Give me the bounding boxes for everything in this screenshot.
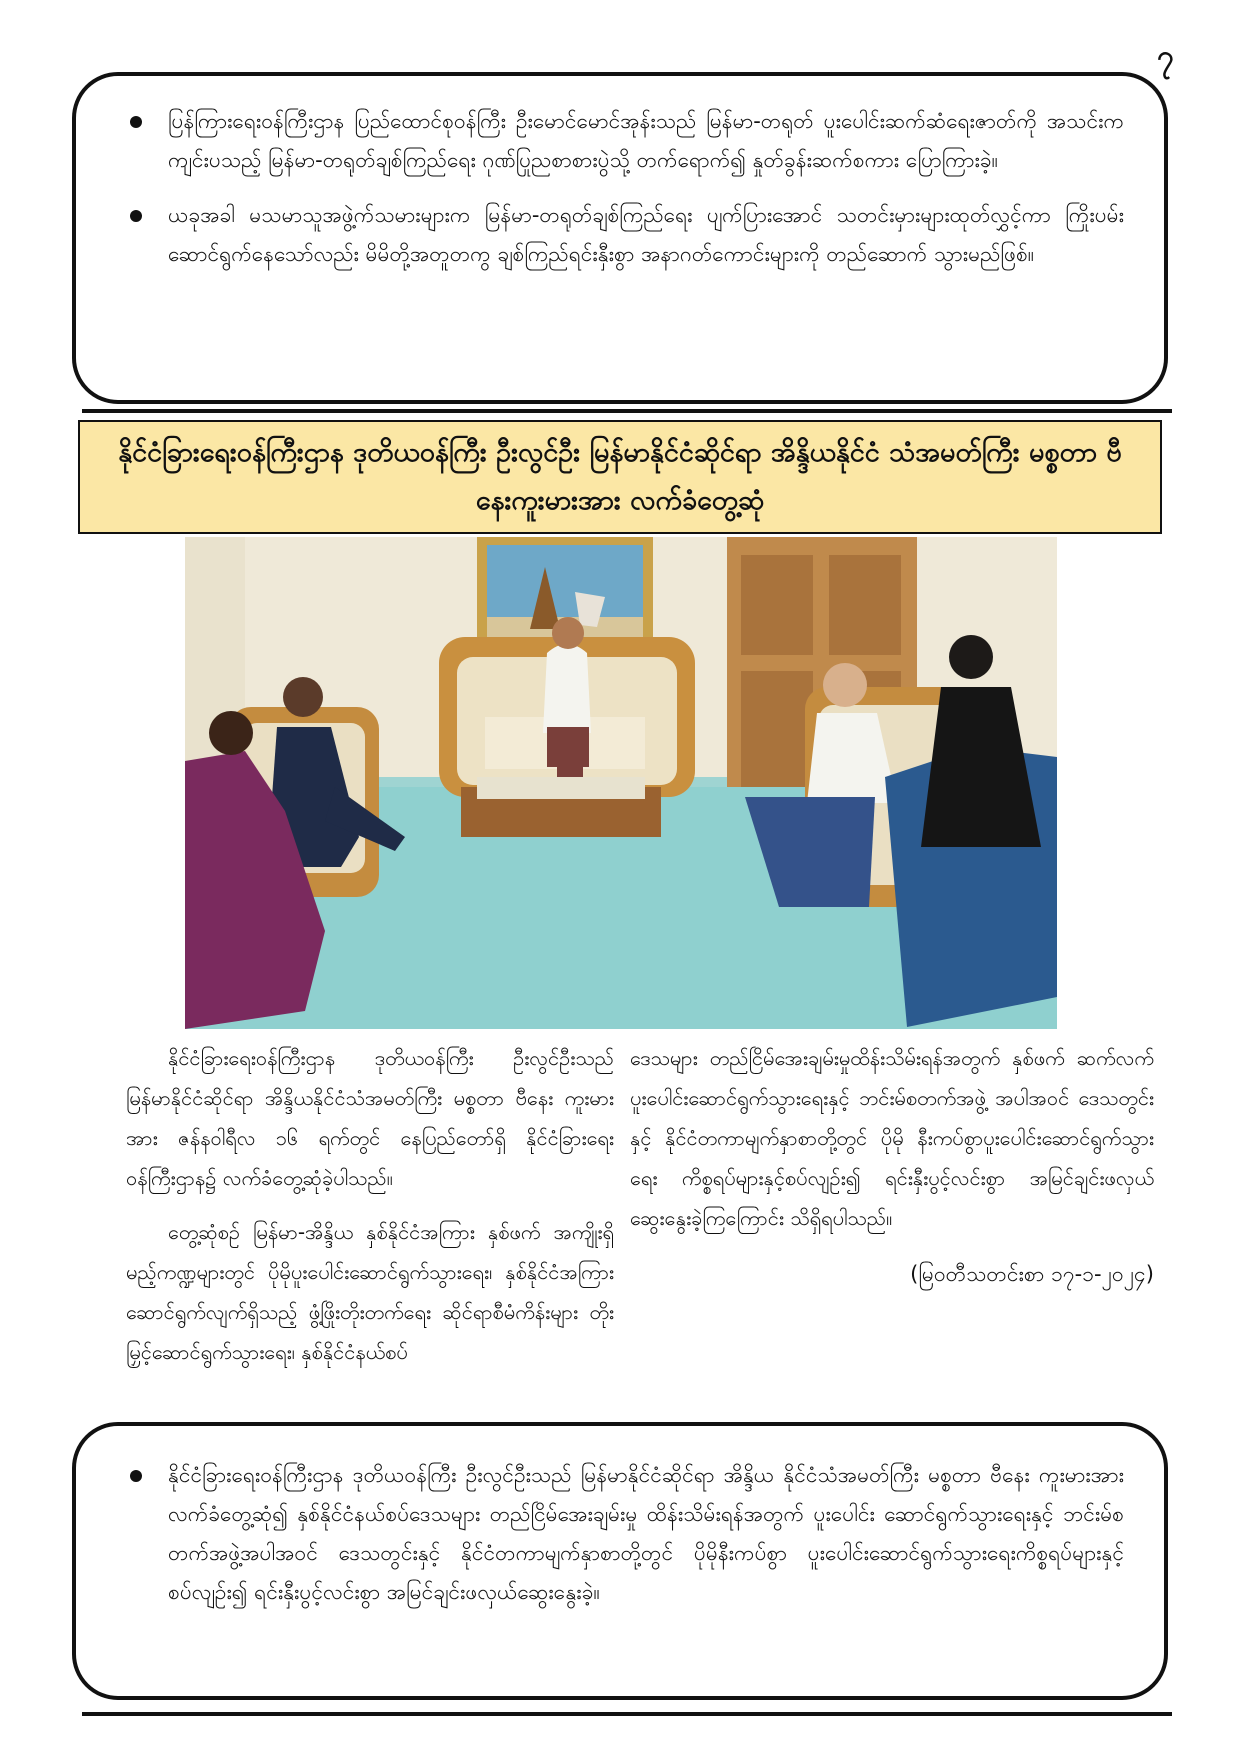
summary-box-bottom [72,1422,1168,1700]
summary-box-top [72,72,1168,404]
article-column-left [126,1038,614,1386]
bullet-item: ယခုအခါ မသမာသူအဖွဲ့က်သမားများက မြန်မာ-တရုတ်ချစ်ကြည်ရေး ပျက်ပြားအောင် သတင်းမှားများထုတ်လွှင့်ကာ ကြိုးပမ်းဆောင်ရွက်နေသော်လည်း မိမိတို့အတူတကွ ချစ်ကြည်ရင်းနှီးစွာ အနာဂတ်ကောင်းများကို တည်ဆောက် သွားမည်ဖြစ်။ [128,196,1124,274]
bullet-item: နိုင်ငံခြားရေးဝန်ကြီးဌာန ဒုတိယဝန်ကြီး ဦးလွင်ဦးသည် မြန်မာနိုင်ငံဆိုင်ရာ အိန္ဒိယ နိုင်ငံသံအမတ်ကြီး မစ္စတာ ဗီနေး ကူးမားအား လက်ခံတွေ့ဆုံ၍ နှစ်နိုင်ငံနယ်စပ်ဒေသများ တည်ငြိမ်အေးချမ်းမှု ထိန်းသိမ်းရန်အတွက် ပူးပေါင်း ဆောင်ရွက်သွားရေးနှင့် ဘင်းမ်စတက်အဖွဲ့အပါအဝင် ဒေသတွင်းနှင့် နိုင်ငံတကာမျက်နှာစာတို့တွင် ပိုမိုနီးကပ်စွာ ပူးပေါင်းဆောင်ရွက်သွားရေးကိစ္စရပ်များနှင့်စပ်လျဉ်း၍ ရင်းနှီးပွင့်လင်းစွာ အမြင်ချင်းဖလှယ်ဆွေးနွေးခဲ့။ [128,1456,1124,1612]
page-number: ၇ [1157,39,1174,74]
article-paragraph: ဒေသများ တည်ငြိမ်အေးချမ်းမှုထိန်းသိမ်းရန်အတွက် နှစ်ဖက် ဆက်လက်ပူးပေါင်းဆောင်ရွက်သွားရေးနှင့် ဘင်းမ်စတက်အဖွဲ့ အပါအဝင် ဒေသတွင်းနှင့် နိုင်ငံတကာမျက်နှာစာတို့တွင် ပိုမို နီးကပ်စွာပူးပေါင်းဆောင်ရွက်သွားရေး ကိစ္စရပ်များနှင့်စပ်လျဉ်း၍ ရင်းနှီးပွင့်လင်းစွာ အမြင်ချင်းဖလှယ်ဆွေးနွေးခဲ့ကြကြောင်း သိရှိရပါသည်။ [630,1046,1154,1230]
article-headline: နိုင်ငံခြားရေးဝန်ကြီးဌာန ဒုတိယဝန်ကြီး ဦးလွင်ဦး မြန်မာနိုင်ငံဆိုင်ရာ အိန္ဒိယနိုင်ငံ သံအမတ်ကြီး မစ္စတာ ဗီနေးကူးမားအား လက်ခံတွေ့ဆုံ [118,437,1122,516]
page-bottom-rule [82,1712,1172,1716]
section-divider [82,409,1172,413]
article-paragraph: တွေ့ဆုံစဉ် မြန်မာ-အိန္ဒိယ နှစ်နိုင်ငံအကြား နှစ်ဖက် အကျိုးရှိမည့်ကဏ္ဍများတွင် ပိုမိုပူးပေါင်းဆောင်ရွက်သွားရေး၊ နှစ်နိုင်ငံအကြား ဆောင်ရွက်လျက်ရှိသည့် ဖွံ့ဖြိုးတိုးတက်ရေး ဆိုင်ရာစီမံကိန်းများ တိုးမြှင့်ဆောင်ရွက်သွားရေး၊ နှစ်နိုင်ငံနယ်စပ် [126,1220,614,1364]
meeting-photo [185,537,1057,1029]
article-headline-box [78,420,1162,534]
article-column-right [630,1038,1154,1294]
article-source: (မြဝတီသတင်းစာ ၁၇-၁-၂၀၂၄) [910,1262,1154,1286]
article-paragraph: နိုင်ငံခြားရေးဝန်ကြီးဌာန ဒုတိယဝန်ကြီး ဦးလွင်ဦးသည် မြန်မာနိုင်ငံဆိုင်ရာ အိန္ဒိယနိုင်ငံသံအမတ်ကြီး မစ္စတာ ဗီနေး ကူးမားအား ဇန်နဝါရီလ ၁၆ ရက်တွင် နေပြည်တော်ရှိ နိုင်ငံခြားရေး ဝန်ကြီးဌာန၌ လက်ခံတွေ့ဆုံခဲ့ပါသည်။ [126,1046,614,1190]
bullet-item: ပြန်ကြားရေးဝန်ကြီးဌာန ပြည်ထောင်စုဝန်ကြီး ဦးမောင်မောင်အုန်းသည် မြန်မာ-တရုတ် ပူးပေါင်းဆက်ဆံရေးဇာတ်ကို အသင်းကကျင်းပသည့် မြန်မာ-တရုတ်ချစ်ကြည်ရေး ဂုဏ်ပြုညစာစားပွဲသို့ တက်ရောက်၍ နှုတ်ခွန်းဆက်စကား ပြောကြားခဲ့။ [128,102,1124,180]
summary-list-top [128,102,1124,274]
summary-list-bottom [128,1456,1124,1612]
